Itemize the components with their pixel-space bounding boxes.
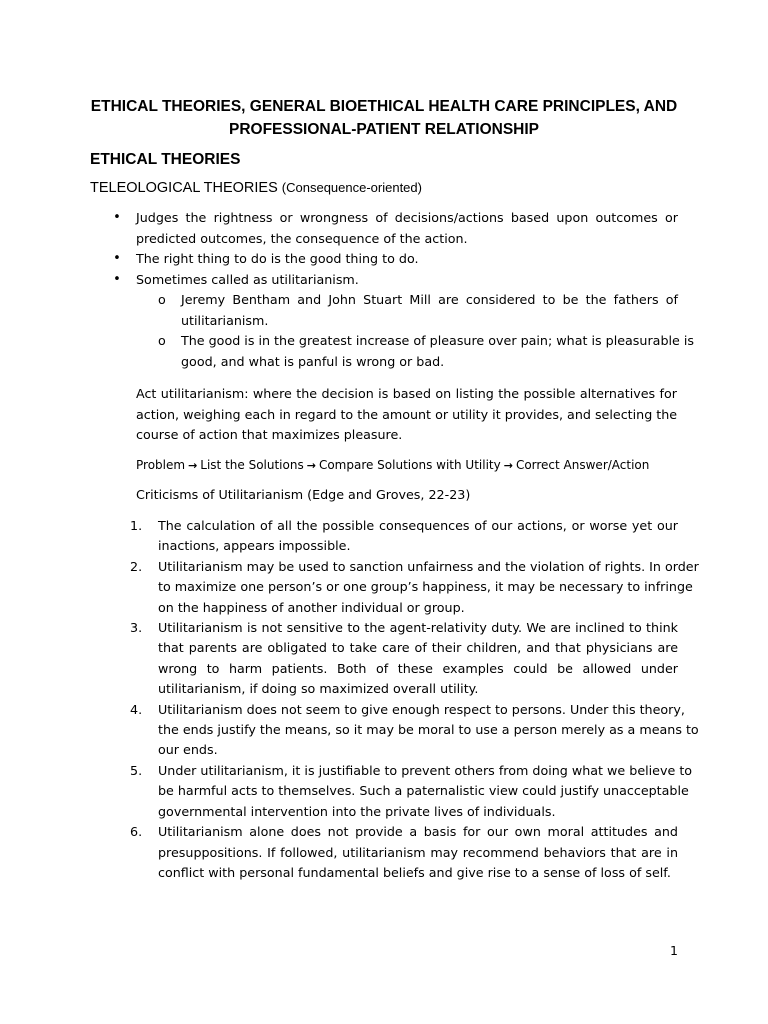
criticism-text-line: the ends justify the means, so it may be moral to use a person merely as a means to	[158, 722, 699, 738]
criticism-item	[130, 557, 699, 618]
item-number: 5.	[130, 762, 143, 778]
bullet-item	[112, 208, 678, 249]
sub-bullet-text-line: good, and what is panful is wrong or bad.	[181, 353, 445, 369]
criticism-text-line: governmental intervention into the private lives of individuals.	[158, 803, 556, 819]
bullet-list	[112, 208, 694, 372]
sub-bullet-text-line: Jeremy Bentham and John Stuart Mill are considered to be the fathers of	[181, 292, 678, 307]
bullet-text-line: predicted outcomes, the consequence of the action.	[136, 230, 468, 246]
subsection-heading-note: (Consequence-oriented)	[281, 180, 422, 195]
paragraph-line: Act utilitarianism: where the decision is based on listing the possible alternatives for	[136, 386, 677, 401]
title-line-1: ETHICAL THEORIES, GENERAL BIOETHICAL HEALTH CARE PRINCIPLES, AND	[90, 98, 678, 115]
criticism-item	[130, 618, 678, 700]
bullet-icon: •	[113, 210, 121, 225]
criticism-text-line: on the happiness of another individual or group.	[158, 599, 465, 615]
subsection-heading-main: TELEOLOGICAL THEORIES	[90, 180, 278, 196]
circle-bullet-icon: o	[158, 333, 166, 348]
criticism-item	[130, 700, 699, 761]
criticism-text-line: Utilitarianism does not seem to give enough respect to persons. Under this theory,	[158, 701, 685, 717]
criticism-text-line: The calculation of all the possible consequences of our actions, or worse yet our	[158, 518, 678, 533]
flow-step: List the Solutions	[200, 458, 304, 472]
document-title	[90, 95, 678, 141]
bullet-text-line: The right thing to do is the good thing to do.	[136, 251, 419, 266]
section-heading: ETHICAL THEORIES	[90, 151, 241, 168]
title-line-2: PROFESSIONAL-PATIENT RELATIONSHIP	[228, 121, 539, 138]
criticism-text-line: presuppositions. If followed, utilitarianism may recommend behaviors that are in	[158, 844, 678, 860]
item-number: 6.	[130, 824, 143, 840]
criticism-item	[130, 761, 693, 822]
sub-bullet-item	[158, 331, 694, 372]
item-number: 3.	[130, 620, 143, 636]
criticism-text-line: utilitarianism, if doing so maximized overall utility.	[158, 681, 479, 697]
flow-step: Compare Solutions with Utility	[318, 458, 501, 472]
criticism-item	[130, 516, 678, 557]
page-number: 1	[670, 943, 678, 958]
criticism-text-line: wrong to harm patients. Both of these examples could be allowed under	[158, 660, 678, 676]
bullet-text-line: Sometimes called as utilitarianism.	[136, 271, 359, 287]
criticism-text-line: Utilitarianism alone does not provide a basis for our own moral attitudes and	[158, 824, 678, 840]
circle-bullet-icon: o	[158, 292, 166, 307]
flow-step: Problem	[136, 458, 186, 472]
criticism-text-line: be harmful acts to themselves. Such a paternalistic view could justify unacceptable	[158, 783, 689, 799]
paragraph-line: course of action that maximizes pleasure.	[136, 427, 403, 442]
item-number: 2.	[130, 558, 143, 574]
criticism-text-line: Utilitarianism may be used to sanction unfairness and the violation of rights. In order	[158, 558, 699, 574]
bullet-icon: •	[113, 251, 121, 266]
criticism-text-line: conflict with personal fundamental beliefs and give rise to a sense of loss of self.	[158, 864, 671, 880]
criticism-text-line: our ends.	[158, 742, 218, 758]
item-number: 4.	[130, 701, 143, 717]
criticisms-heading: Criticisms of Utilitarianism (Edge and Groves, 22-23)	[136, 487, 471, 502]
subsection-heading	[90, 179, 422, 197]
criticism-item	[130, 822, 678, 883]
item-number: 1.	[130, 518, 143, 533]
decision-flow	[136, 456, 649, 475]
sub-bullet-text-line: utilitarianism.	[181, 312, 269, 328]
sub-bullet-item	[158, 290, 678, 331]
criticism-text-line: Under utilitarianism, it is justifiable to prevent others from doing what we believe to	[158, 762, 693, 778]
criticism-text-line: Utilitarianism is not sensitive to the agent-relativity duty. We are inclined to think	[158, 620, 678, 636]
criticism-text-line: inactions, appears impossible.	[158, 538, 351, 554]
bullet-icon: •	[113, 271, 121, 287]
criticisms-list	[130, 516, 699, 883]
act-utilitarianism-paragraph	[136, 384, 677, 446]
bullet-text-line: Judges the rightness or wrongness of decisions/actions based upon outcomes or	[136, 210, 678, 225]
criticism-text-line: to maximize one person’s or one group’s happiness, it may be necessary to infringe	[158, 579, 693, 595]
bullet-item	[112, 270, 694, 373]
right-arrow-icon: →	[503, 459, 513, 472]
sub-bullet-list	[158, 290, 694, 372]
sub-bullet-text-line: The good is in the greatest increase of pleasure over pain; what is pleasurable is	[181, 333, 694, 348]
right-arrow-icon: →	[188, 459, 198, 472]
criticism-text-line: that parents are obligated to take care of their children, and that physicians are	[158, 640, 678, 656]
flow-step: Correct Answer/Action	[515, 458, 650, 472]
paragraph-line: action, weighing each in regard to the amount or utility it provides, and selecting the	[136, 406, 678, 422]
right-arrow-icon: →	[306, 459, 316, 472]
bullet-item	[112, 249, 678, 270]
